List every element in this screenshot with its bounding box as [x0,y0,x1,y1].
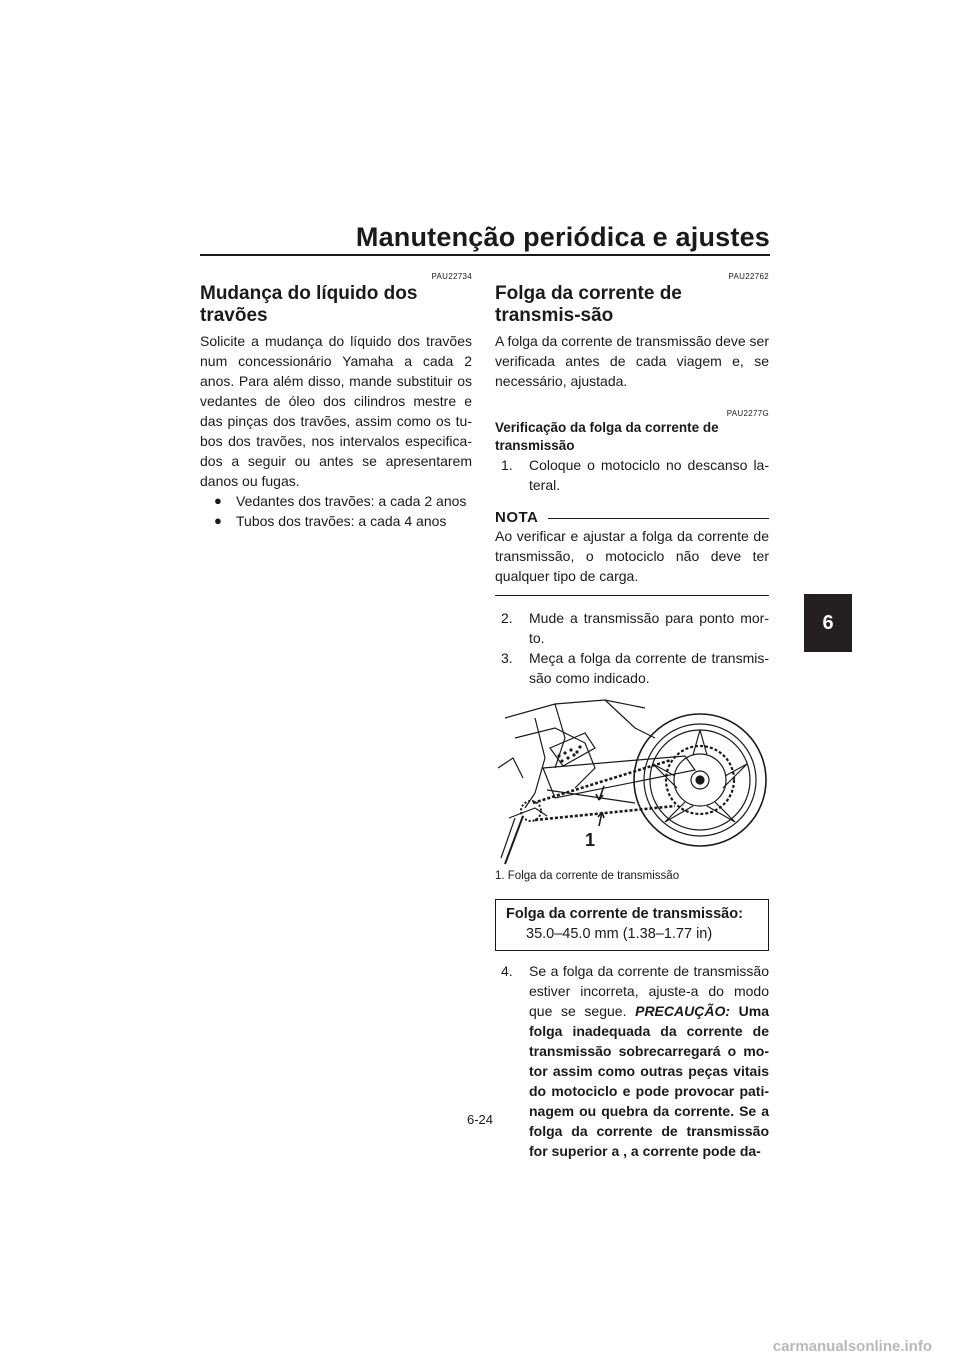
step-number: 1. [501,457,513,473]
step-list [495,455,769,495]
list-item [214,511,472,531]
section-code: PAU2277G [726,409,769,418]
header-rule [200,254,770,256]
right-column [495,272,769,1161]
spec-title: Folga da corrente de transmissão: [506,906,743,922]
note-label: NOTA [495,509,539,526]
note-header [495,509,769,526]
bullet-list [200,491,472,531]
watermark: carmanualsonline.info [772,1338,932,1355]
step-number: 4. [501,963,513,979]
step-text: Coloque o motociclo no descanso la-teral. [529,457,769,493]
step-text: Mude a transmissão para ponto mor-to. [529,610,769,646]
step-number: 2. [501,610,513,626]
list-item-text: Vedantes dos travões: a cada 2 anos [236,493,467,509]
section-title: Folga da corrente de transmis-são [495,283,682,326]
note-text: Ao verificar e ajustar a folga da corrente de transmissão, o motociclo não deve ter qualquer tipo de carga. [495,528,769,584]
note-rule [548,518,769,519]
subsection-title: Verificação da folga da corrente de transmissão [495,420,719,453]
step-item [495,455,769,495]
step-list [495,961,769,1161]
bullet-icon: ● [214,493,222,508]
step-item [495,961,769,1161]
step-item [495,648,769,688]
page-header-title: Manutenção periódica e ajustes [355,222,770,252]
left-column [200,272,472,531]
step-text: Meça a folga da corrente de transmis-são como indicado. [529,650,769,686]
step-list [495,608,769,688]
figure-callout-label: 1 [585,830,596,850]
bullet-icon: ● [214,513,222,528]
chapter-tab: 6 [804,594,852,652]
spec-box [495,899,769,951]
section-code: PAU22734 [431,272,472,281]
spec-value: 35.0–45.0 mm (1.38–1.77 in) [526,926,713,942]
caution-label: PRECAUÇÃO: [635,1003,730,1019]
caution-text: Uma folga inadequada da corrente de transmissão sobrecarregará o mo-tor assim como outras peças vitais do motociclo e pode provocar pati-nagem ou quebra da corrente. Se a folga da corrente de transmissão for superior a , a corrente pode da- [529,1003,769,1159]
page-number: 6-24 [466,1112,494,1127]
list-item-text: Tubos dos travões: a cada 4 anos [236,513,447,529]
step-number: 3. [501,650,513,666]
figure-caption: 1. Folga da corrente de transmissão [495,870,680,882]
step-text: Se a folga da corrente de transmissão estiver incorreta, ajuste-a do modo que se segue. [529,963,769,1019]
step-item [495,608,769,648]
section-title: Mudança do líquido dos travões [200,283,418,326]
body-paragraph: Solicite a mudança do líquido dos travões num concessionário Yamaha a cada 2 anos. Para além disso, mande substituir os vedantes de óleo dos cilindros mestre e das pinças dos travões, assim como os tu-bos dos travões, nos intervalos especifica-dos a seguir ou antes se apresentarem danos ou fugas. [200,333,472,489]
body-paragraph: A folga da corrente de transmissão deve ser verificada antes de cada viagem e, se necessário, ajustada. [495,333,769,389]
list-item [214,491,472,511]
chain-slack-illustration [495,698,769,868]
section-code: PAU22762 [728,272,769,281]
note-end-rule [495,595,769,596]
motorcycle-rear-drawing [495,698,769,868]
